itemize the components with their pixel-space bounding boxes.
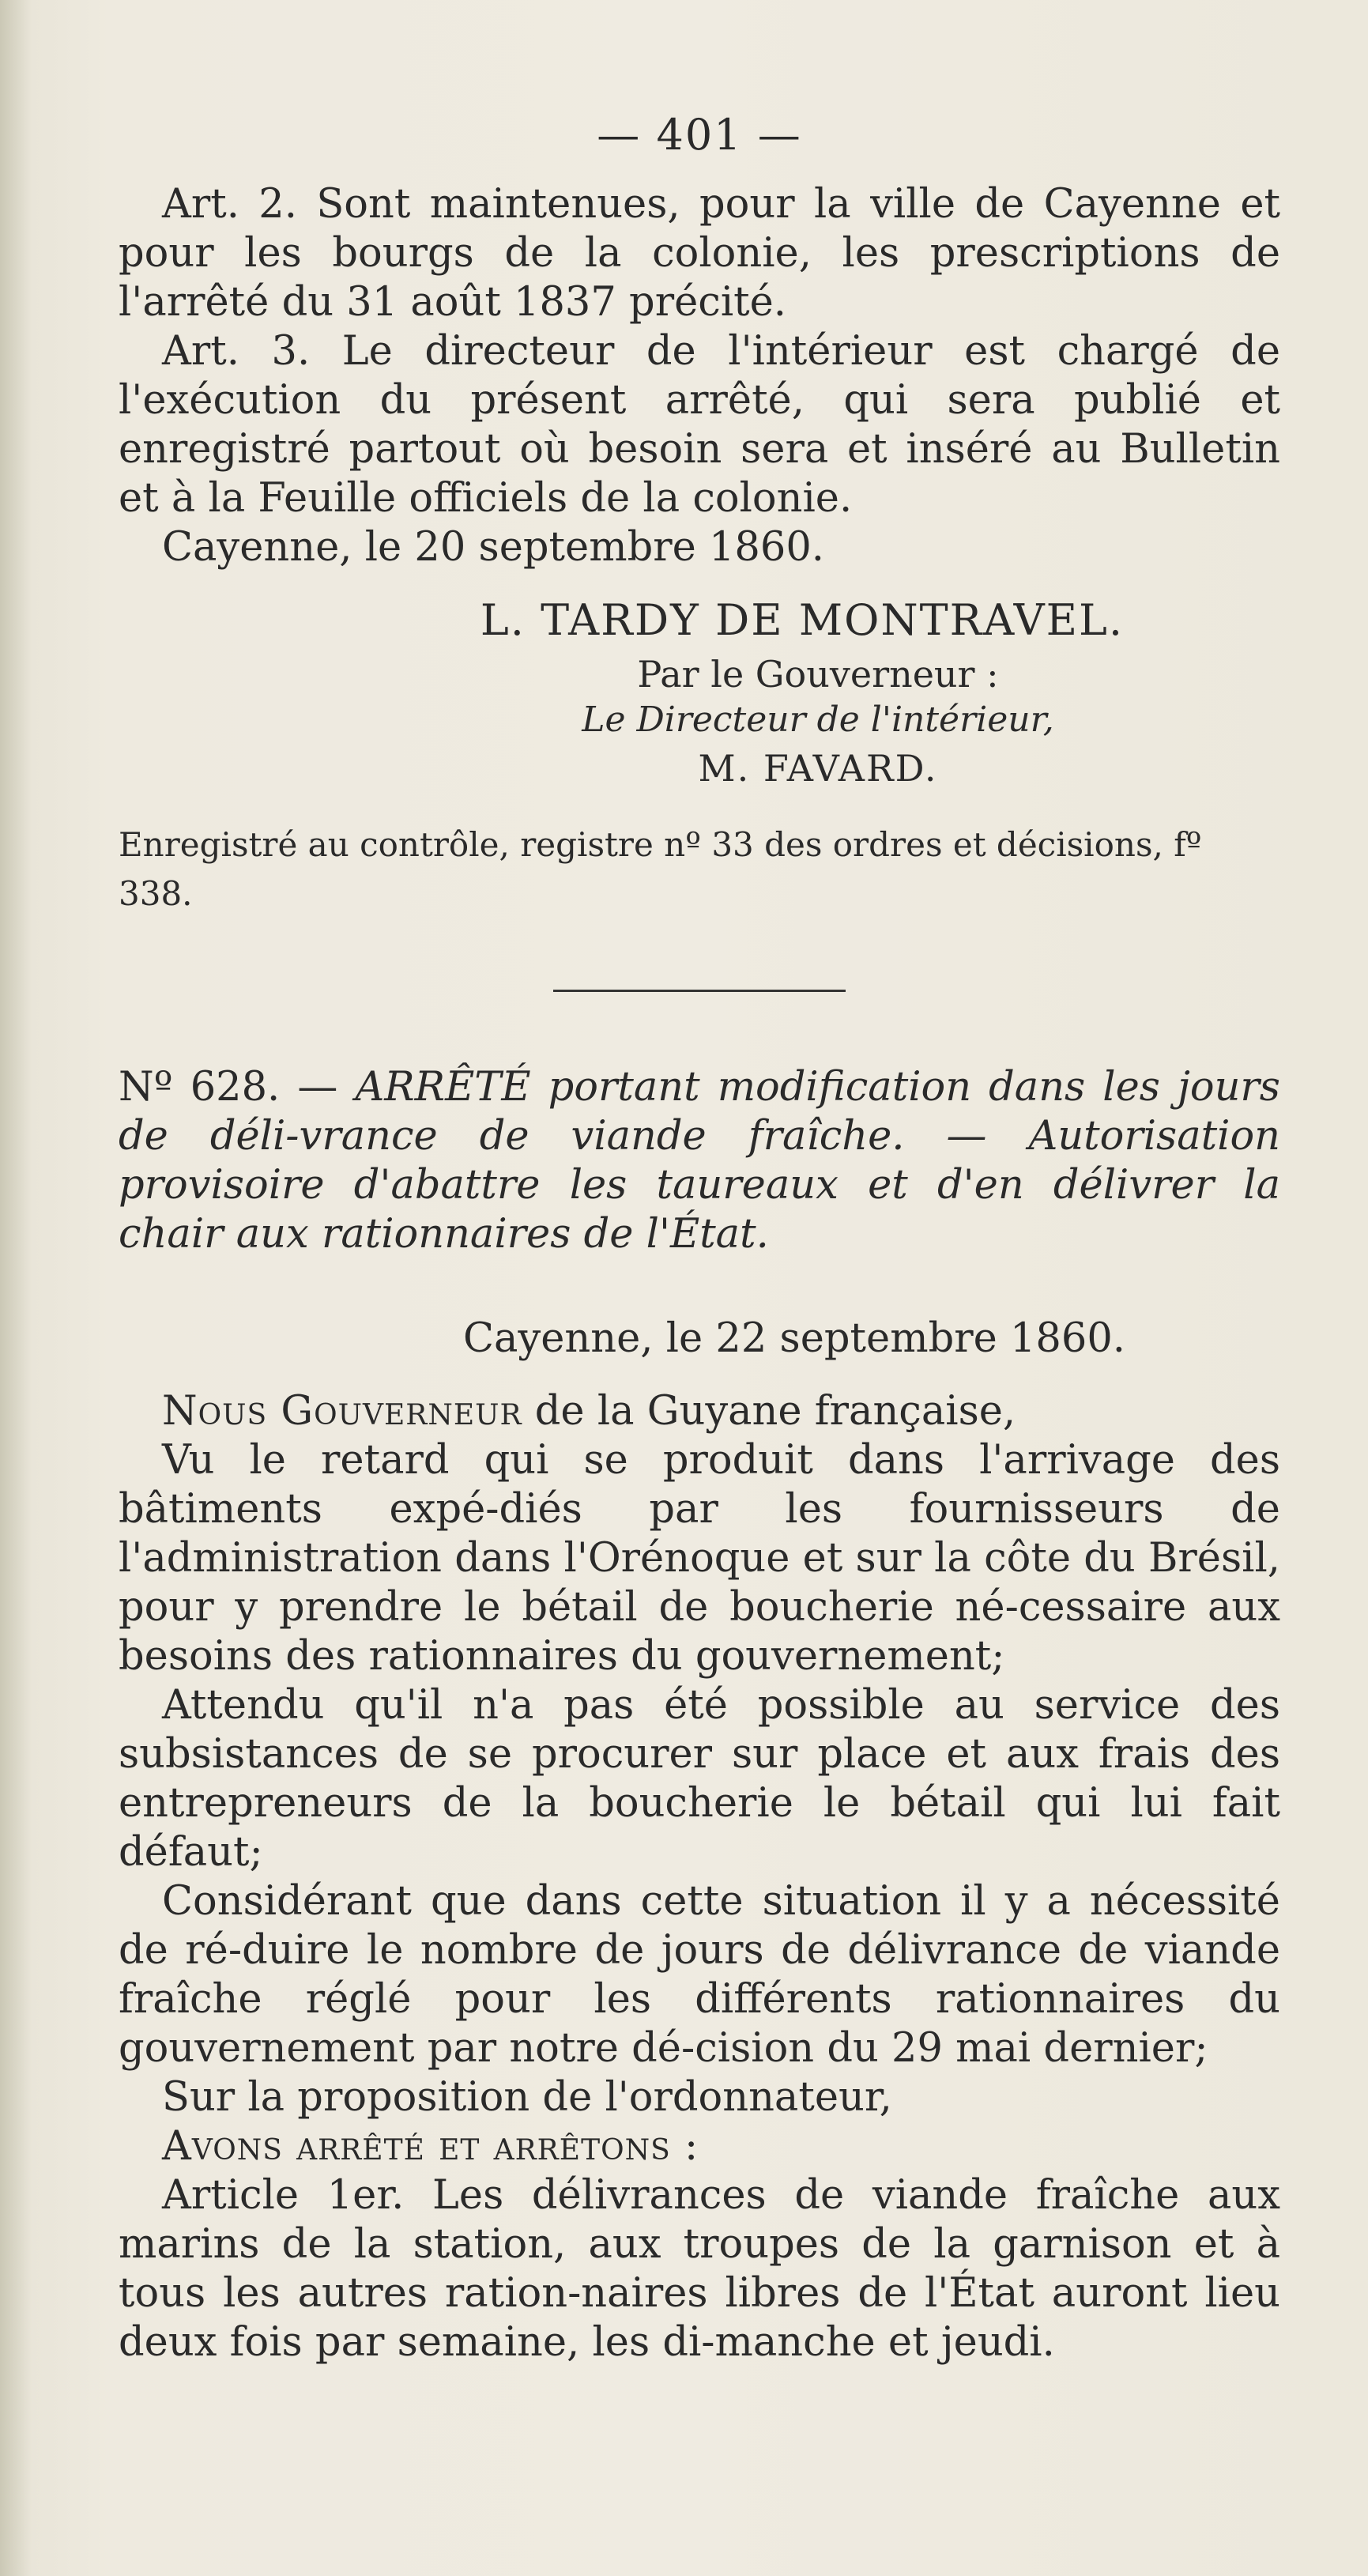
- decree-paragraph: Attendu qu'il n'a pas été possible au service des subsistances de se procurer sur place et aux frais des entrepreneurs de la boucherie le bétail qui lui fait défaut;: [119, 1682, 1280, 1876]
- article-1-paragraph: Article 1er. Les délivrances de viande fraîche aux marins de la station, aux troupes de la garnison et à tous les autres ration-naires libres de l'État auront lieu deux fois par semaine, les di-manche et jeudi.: [119, 2172, 1280, 2366]
- decree-number: Nº 628. —: [119, 1064, 338, 1111]
- decree-resolution: Avons arrêté et arrêtons :: [162, 2123, 699, 2170]
- decree-heading: ARRÊTÉ portant modification dans les jours de déli-vrance de viande fraîche. — Autorisation provisoire d'abattre les taureaux et d'en délivrer la chair aux rationnaires de l'État.: [119, 1064, 1280, 1258]
- page-spine-shadow: [0, 0, 32, 2576]
- director-title: Le Directeur de l'intérieur,: [582, 700, 1054, 740]
- page-number: — 401 —: [597, 110, 802, 160]
- decree-paragraph: Considérant que dans cette situation il y a nécessité de ré-duire le nombre de jours de délivrance de viande fraîche réglé pour les différents rationnaires du gouvernement par notre dé-cision du 29 mai dernier;: [119, 1878, 1280, 2072]
- director-name: M. FAVARD.: [698, 747, 938, 790]
- decree-paragraph: Vu le retard qui se produit dans l'arrivage des bâtiments expé-diés par les fournisseurs de l'administration dans l'Orénoque et sur la côte du Brésil, pour y prendre le bétail de boucherie né-cessaire aux besoins des rationnaires du gouvernement;: [119, 1437, 1280, 1680]
- decree-paragraph: Sur la proposition de l'ordonnateur,: [162, 2074, 892, 2121]
- decree-dateline: Cayenne, le 22 septembre 1860.: [463, 1315, 1125, 1362]
- article-2-paragraph: Art. 2. Sont maintenues, pour la ville de Cayenne et pour les bourgs de la colonie, les prescriptions de l'arrêté du 31 août 1837 précité.: [119, 181, 1280, 326]
- section-divider: [553, 990, 846, 992]
- decree-opening: [119, 1387, 1280, 1436]
- article-3-paragraph: Art. 3. Le directeur de l'intérieur est chargé de l'exécution du présent arrêté, qui sera publié et enregistré partout où besoin sera et inséré au Bulletin et à la Feuille officiels de la colonie.: [119, 328, 1280, 522]
- decree-title: [119, 1063, 1280, 1259]
- registry-note: Enregistré au contrôle, registre nº 33 des ordres et décisions, fº 338.: [119, 825, 1202, 913]
- opening-suffix: de la Guyane française,: [522, 1388, 1016, 1435]
- by-governor-line: Par le Gouverneur :: [637, 653, 999, 696]
- opening-prefix: Nous Gouverneur: [162, 1388, 522, 1435]
- text-column: [119, 111, 1280, 2367]
- date-first: Cayenne, le 20 septembre 1860.: [162, 524, 824, 571]
- signature-name: L. TARDY DE MONTRAVEL.: [480, 595, 1125, 645]
